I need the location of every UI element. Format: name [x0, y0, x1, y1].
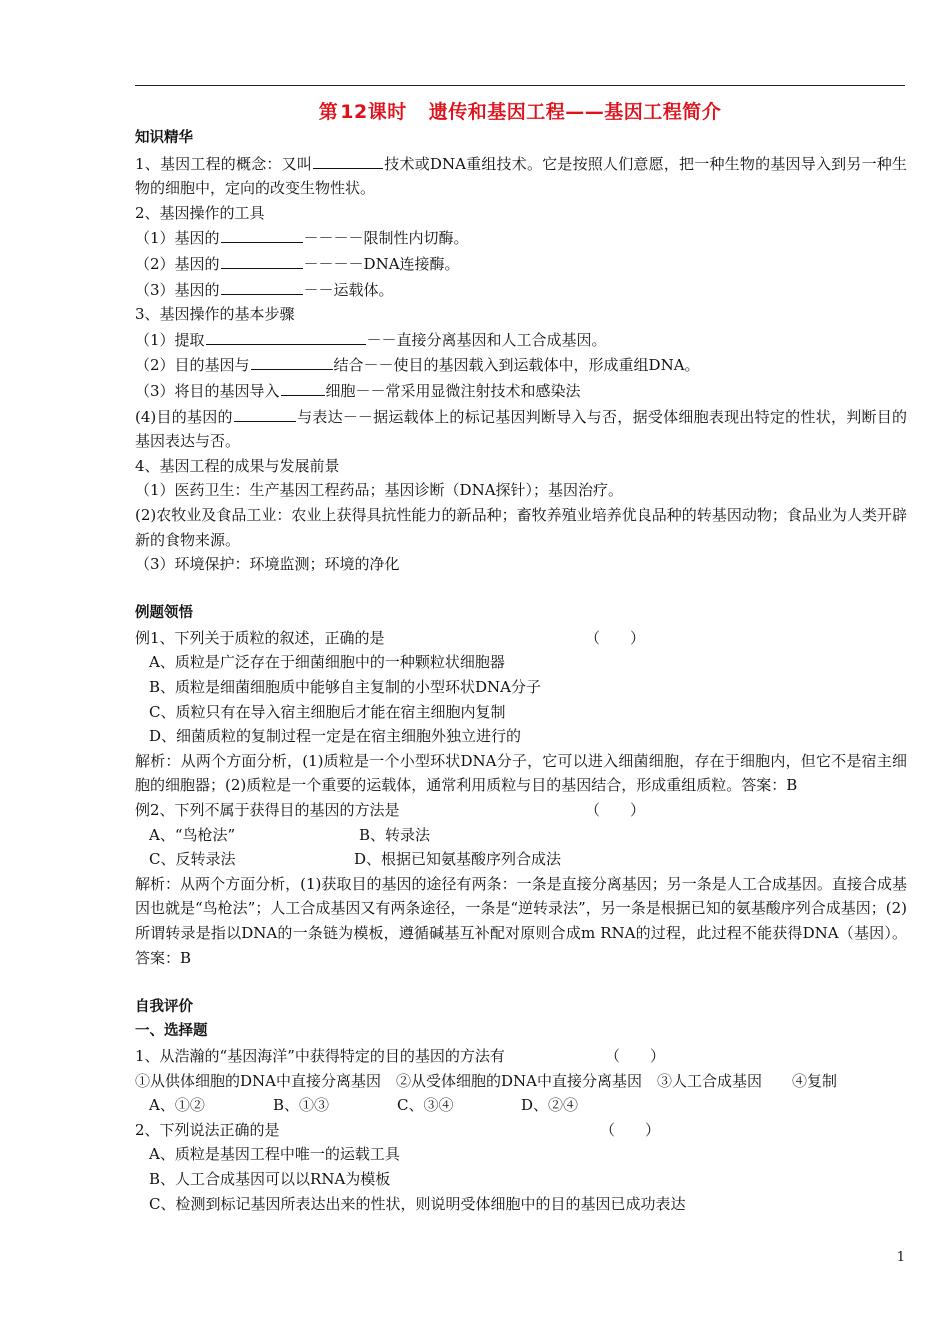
title-part: 第: [318, 101, 339, 123]
option-row: [135, 823, 907, 848]
option: D、根据已知氨基酸序列合成法: [354, 850, 562, 869]
option: B、①③: [273, 1096, 330, 1115]
option: D、细菌质粒的复制过程一定是在宿主细胞外独立进行的: [149, 727, 522, 746]
option: C、质粒只有在导入宿主细胞后才能在宿主细胞内复制: [149, 702, 506, 721]
list-item: （1）提取 －－直接分离基因和人工合成基因。: [135, 327, 907, 353]
title-subject: 遗传和基因工程——基因工程简介: [428, 101, 722, 123]
header-rule: [135, 85, 905, 86]
fill-blank: [221, 225, 303, 243]
title-part: 课时: [367, 101, 407, 123]
fill-blank: [221, 277, 303, 295]
section-heading: 知识精华: [135, 130, 193, 146]
option: A、质粒是基因工程中唯一的运载工具: [149, 1145, 400, 1164]
document-body: [135, 126, 907, 1216]
list-item: （1）基因的 －－－－限制性内切酶。: [135, 225, 907, 251]
option-row: [135, 847, 907, 872]
fill-blank: [234, 404, 296, 422]
answer-bracket: （ ）: [585, 801, 646, 820]
list-item: (2)农牧业及食品工业：农业上获得具抗性能力的新品种；畜牧养殖业培养优良品种的转基因动物；食品业为人类开辟新的食物来源。: [135, 505, 907, 549]
page-title: [135, 97, 905, 124]
list-item: （3）将目的基因导入 细胞－－常采用显微注射技术和感染法: [135, 378, 907, 404]
option: A、“鸟枪法”: [149, 825, 236, 844]
list-item: （1）医药卫生：生产基因工程药品；基因诊断（DNA探针）；基因治疗。: [135, 481, 624, 500]
list-heading: 2、基因操作的工具: [135, 203, 265, 222]
subsection-heading: 一、选择题: [135, 1023, 208, 1040]
option: B、质粒是细菌细胞质中能够自主复制的小型环状DNA分子: [149, 678, 542, 697]
option-row: [135, 1093, 907, 1118]
list-item: （2）基因的 －－－－DNA连接酶。: [135, 251, 907, 277]
list-item: （3）环境保护：环境监测；环境的净化: [135, 555, 400, 574]
question-stem: 1、从浩瀚的“基因海洋”中获得特定的目的基因的方法有 （ ）: [135, 1044, 907, 1069]
answer-bracket: （ ）: [605, 1046, 666, 1065]
list-heading: 3、基因操作的基本步骤: [135, 305, 295, 324]
list-item: （3）基因的 －－运载体。: [135, 277, 907, 303]
option: B、人工合成基因可以以RNA为模板: [149, 1169, 391, 1188]
fill-blank: [206, 327, 366, 345]
question-stem: 2、下列说法正确的是 （ ）: [135, 1118, 907, 1143]
title-lesson-number: 12: [340, 101, 368, 123]
concept-paragraph: 1、基因工程的概念：又叫 技术或DNA重组技术。它是按照人们意愿，把一种生物的基因导入到另一种生物的细胞中，定向的改变生物性状。: [135, 151, 907, 201]
question-stem: 例2、下列不属于获得目的基因的方法是 （ ）: [135, 798, 907, 823]
option: C、反转录法: [149, 850, 236, 869]
list-item: (4)目的基因的 与表达－－据运载体上的标记基因判断导入与否，据受体细胞表现出特定的性状，判断目的基因表达与否。: [135, 404, 907, 454]
option: C、检测到标记基因所表达出来的性状，则说明受体细胞中的目的基因已成功表达: [149, 1194, 686, 1213]
fill-blank: [313, 151, 383, 169]
option: A、质粒是广泛存在于细菌细胞中的一种颗粒状细胞器: [149, 653, 505, 672]
page-number: 1: [896, 1250, 905, 1265]
list-item: （2）目的基因与 结合－－使目的基因载入到运载体中，形成重组DNA。: [135, 352, 907, 378]
section-heading: 自我评价: [135, 998, 193, 1015]
fill-blank: [251, 352, 333, 370]
option: D、②④: [521, 1096, 579, 1115]
option: A、①②: [149, 1096, 205, 1115]
option: B、转录法: [359, 825, 431, 844]
section-heading: 例题领悟: [135, 605, 193, 622]
fill-blank: [281, 378, 325, 396]
answer-bracket: （ ）: [585, 628, 646, 647]
answer-bracket: （ ）: [600, 1120, 661, 1139]
question-stem: 例1、下列关于质粒的叙述，正确的是 （ ）: [135, 626, 907, 651]
analysis: 解析：从两个方面分析，(1)获取目的基因的途径有两条：一条是直接分离基因；另一条是人工合成基因。直接合成基因也就是“鸟枪法”；人工合成基因又有两条途径，一条是“逆转录法”，另一条是根据已知的氨基酸序列合成基因；(2)所谓转录是指以DNA的一条链为模板，遵循碱基互补配对原则合成m RNA的过程，此过程不能获得DNA（基因）。答案：B: [135, 874, 907, 967]
list-heading: 4、基因工程的成果与发展前景: [135, 456, 340, 475]
question-statements: ①从供体细胞的DNA中直接分离基因 ②从受体细胞的DNA中直接分离基因 ③人工合成基因 ④复制: [135, 1071, 837, 1090]
analysis: 解析：从两个方面分析，(1)质粒是一个小型环状DNA分子，它可以进入细菌细胞，存在于细胞内，但它不是宿主细胞的细胞器；(2)质粒是一个重要的运载体，通常利用质粒与目的基因结合，形成重组质粒。答案：B: [135, 751, 907, 795]
fill-blank: [221, 251, 303, 269]
option: C、③④: [397, 1096, 454, 1115]
